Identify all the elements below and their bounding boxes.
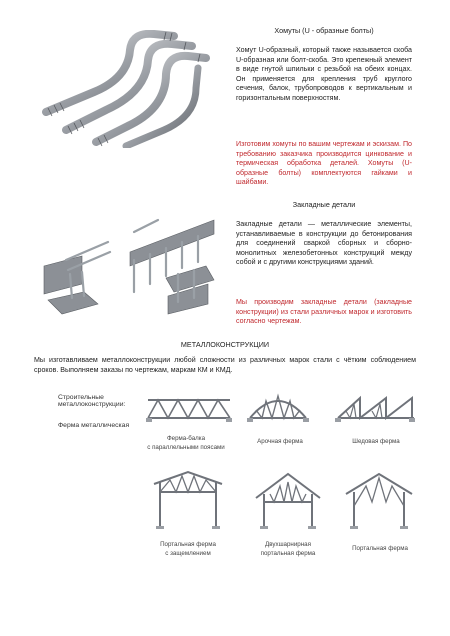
truss-caption-5b: портальная ферма — [260, 550, 316, 557]
metal-structures-heading: МЕТАЛЛОКОНСТРУКЦИИ — [180, 340, 270, 349]
portal-truss-drawing — [154, 472, 222, 526]
trusses-diagram — [146, 388, 418, 566]
truss-label: Ферма металлическая — [58, 422, 130, 429]
truss-caption-2: Арочная ферма — [257, 438, 303, 445]
embedded-parts-description: Закладные детали — металлические элементы, устанавливаемые в конструкции до бетонирования для соединений сваркой сборных и сборно-монолитных железобетонных конструкций между собой и с другими конструкциями зданий. — [236, 220, 412, 267]
truss-caption-4a: Портальная ферма — [160, 541, 216, 548]
truss-caption-1b: с параллельными поясами — [147, 444, 225, 451]
metal-structures-description: Мы изготавливаем металлоконструкции любой сложности из различных марок стали с чётким соблюдением сроков. Выполняем заказы по чертежам, маркам КМ и КМД. — [34, 356, 416, 374]
truss-caption-6: Портальная ферма — [352, 545, 408, 552]
embedded-parts-order-note: Мы производим закладные детали (закладные конструкции) из стали различных марок и изготовить согласно чертежам. — [236, 298, 412, 326]
structures-label: Строительные металлоконструкции: — [58, 394, 126, 408]
parallel-truss-drawing — [148, 400, 230, 418]
truss-caption-5a: Двухшарнирная — [265, 541, 311, 548]
embedded-parts-title: Закладные детали — [292, 200, 356, 209]
u-bolts-order-note: Изготовим хомуты по вашим чертежам и эскизам. По требованию заказчика производится цинкование и термическая обработка деталей. Хомуты (U-образные болты) комплектуются гайками и шайбами. — [236, 140, 412, 187]
u-bolts-image — [36, 30, 218, 148]
portal-truss-2-drawing — [346, 474, 412, 526]
truss-caption-3: Шедовая ферма — [352, 438, 400, 445]
truss-caption-4b: с защемлением — [165, 550, 211, 557]
embedded-parts-image — [38, 212, 218, 320]
two-hinged-portal-drawing — [256, 474, 320, 526]
truss-caption-1a: Ферма-балка — [166, 435, 206, 442]
u-bolts-title: Хомуты (U - образные болты) — [274, 26, 374, 35]
arched-truss-drawing — [250, 396, 306, 418]
shed-truss-drawing — [338, 398, 414, 418]
u-bolts-description: Хомут U-образный, который также называется скоба U-образная или болт-скоба. Это крепежный элемент в виде гнутой шпильки с резьбой на обеих концах. Он применяется для крепления труб круглого сечения, балок, трубопроводов к вертикальным и горизонтальным поверхностям. — [236, 46, 412, 102]
